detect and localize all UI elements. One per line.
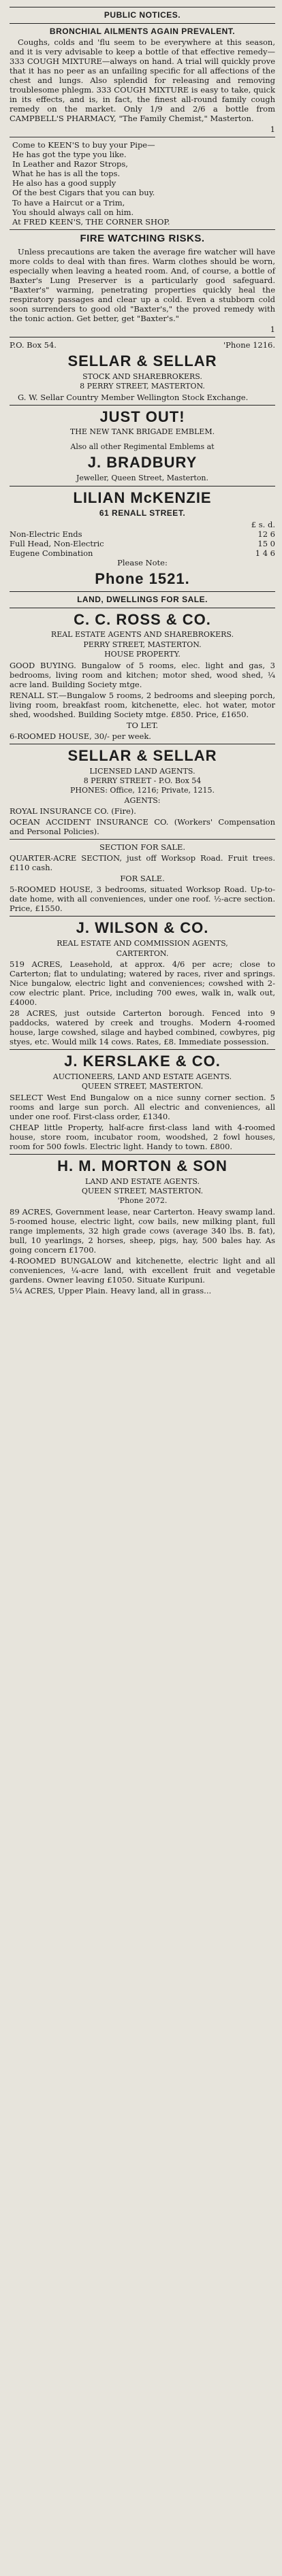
section-heading-land: LAND, DWELLINGS FOR SALE. xyxy=(77,594,208,604)
phone: 'Phone 2072. xyxy=(117,1196,168,1206)
rule xyxy=(10,23,275,24)
ad-line: To have a Haircut or a Trim, xyxy=(12,197,125,208)
advertiser-name: J. WILSON & CO. xyxy=(76,919,209,937)
address: PERRY STREET, MASTERTON. xyxy=(83,640,202,649)
address: QUEEN STREET, MASTERTON. xyxy=(81,1187,204,1196)
contact-row xyxy=(10,340,275,350)
subheading: SECTION FOR SALE. xyxy=(99,842,186,853)
price-value: 15 0 xyxy=(257,539,275,549)
listing: SELECT West End Bungalow on a nice sunny corner section. 5 rooms and large sun porch. All electric and conveniences, all under one roof. First-class order, £1340. xyxy=(10,1092,275,1121)
address: 8 PERRY STREET, MASTERTON. xyxy=(80,382,205,391)
ad-number: 1 xyxy=(270,125,275,135)
listing: 5-ROOMED HOUSE, 3 bedrooms, situated Worksop Road. Up-to-date home, with all conveniences, under one roof. ½-acre section. Price, £1550. xyxy=(10,885,275,914)
ad-line: What he has is all the tops. xyxy=(12,169,121,179)
price-label: Eugene Combination xyxy=(10,548,93,559)
advertiser-name: H. M. MORTON & SON xyxy=(57,1157,228,1174)
address: 8 PERRY STREET - P.O. Box 54 xyxy=(83,776,202,785)
member-note: G. W. Sellar Country Member Wellington Stock Exchange. xyxy=(18,392,249,402)
ad-title-bronchial: BRONCHIAL AILMENTS AGAIN PREVALENT. xyxy=(49,26,236,36)
address: Jeweller, Queen Street, Masterton. xyxy=(76,474,209,483)
subheading: FOR SALE. xyxy=(120,874,165,884)
divider xyxy=(10,1049,275,1050)
subheading: TO LET. xyxy=(126,720,159,730)
price-label: Full Head, Non-Electric xyxy=(10,539,104,549)
ad-line: In Leather and Razor Strops, xyxy=(12,159,128,169)
listing: 28 ACRES, just outside Carterton borough. Fenced into 9 paddocks, watered by creek and troughs. Modern 4-roomed house, large cowshed, silage and haybed combined, cowbyres, pig styes, etc. Would milk 14 cows. Rates, £8. Immediate possession. xyxy=(10,1008,275,1047)
tagline: REAL ESTATE AGENTS AND SHAREBROKERS. xyxy=(50,630,234,640)
ad-line: He also has a good supply xyxy=(12,178,116,188)
listing: QUARTER-ACRE SECTION, just off Worksop Road. Fruit trees. £110 cash. xyxy=(10,853,275,873)
price-row xyxy=(10,539,275,548)
ad-line: Of the best Cigars that you can buy. xyxy=(12,188,155,198)
price-label: Non-Electric Ends xyxy=(10,529,82,539)
subheading: HOUSE PROPERTY. xyxy=(104,650,181,659)
subheading: AGENTS: xyxy=(124,795,161,805)
listing: RENALL ST.—Bungalow 5 rooms, 2 bedrooms and sleeping porch, living room, breakfast room, kitchenette, elec. hot water, motor shed, woodshed. Building Society mtge. £850. Price, £1650. xyxy=(10,690,275,719)
price-value: 1 4 6 xyxy=(255,548,275,559)
divider xyxy=(10,229,275,230)
advertiser-name: J. BRADBURY xyxy=(87,454,198,472)
ad-title-fire-watching: FIRE WATCHING RISKS. xyxy=(80,232,205,244)
listing: 5¼ ACRES, Upper Plain. Heavy land, all in grass... xyxy=(10,1285,212,1295)
price-row xyxy=(10,529,275,539)
address: CARTERTON. xyxy=(116,948,169,958)
po-box: P.O. Box 54. xyxy=(10,340,57,350)
listing: 519 ACRES, Leasehold, at approx. 4/6 per acre; close to Carterton; flat to undulating; watered by races, river and springs. Nice bungalow, electric light and conveniences; cowshed with 2-cow electric plant. Price, including 700 ewes, walk in, walk out, £4000. xyxy=(10,959,275,1007)
advertiser-name: C. C. ROSS & CO. xyxy=(74,610,211,628)
tagline: AUCTIONEERS, LAND AND ESTATE AGENTS. xyxy=(52,1072,232,1081)
tagline: LAND AND ESTATE AGENTS. xyxy=(85,1176,200,1186)
address: QUEEN STREET, MASTERTON. xyxy=(81,1082,204,1091)
phone: 'Phone 1216. xyxy=(223,340,275,350)
advertiser-name: J. KERSLAKE & CO. xyxy=(64,1053,221,1070)
divider xyxy=(10,591,275,592)
address: 61 RENALL STREET. xyxy=(99,508,186,518)
emblem-line: THE NEW TANK BRIGADE EMBLEM. xyxy=(69,427,215,437)
price-unit-header: £ s. d. xyxy=(251,519,275,529)
phones: PHONES: Office, 1216; Private, 1215. xyxy=(70,786,215,795)
price-value: 12 6 xyxy=(257,529,275,539)
tagline: REAL ESTATE AND COMMISSION AGENTS, xyxy=(57,939,228,948)
ad-keen xyxy=(10,140,275,226)
divider xyxy=(10,916,275,917)
ad-line: Come to KEEN'S to buy your Pipe— xyxy=(12,140,155,150)
note-label: Please Note: xyxy=(117,558,168,568)
advertiser-name: SELLAR & SELLAR xyxy=(67,746,217,764)
ad-number: 1 xyxy=(270,324,275,334)
section-heading-public-notices: PUBLIC NOTICES. xyxy=(104,10,181,20)
divider xyxy=(10,1154,275,1155)
listing: 6-ROOMED HOUSE, 30/- per week. xyxy=(10,731,151,741)
phone: Phone 1521. xyxy=(95,570,190,588)
listing: 89 ACRES, Government lease, near Carterton. Heavy swamp land. 5-roomed house, electric light, cow bails, new milking plant, full range implements, 32 high grade cows (average 340 lbs. B. fat), bull, 10 yearlings, 2 horses, sheep, pigs, hay, 500 bales hay. As going concern £1700. xyxy=(10,1206,275,1255)
ad-body-bronchial: Coughs, colds and 'flu seem to be everywhere at this season, and it is very advisable to keep a bottle of that effective remedy—333 COUGH MIXTURE—always on hand. A trial will quickly prove that it has no peer as an unfailing specific for all affections of the chest and lungs. Also splendid for releasing and removing troublesome phlegm. 333 COUGH MIXTURE is easy to take, quick in its effects, and is, in fact, the finest all-round family cough remedy on the market. Only 1/9 and 2/6 a bottle from CAMPBELL'S PHARMACY, "The Family Chemist," Masterton. xyxy=(10,37,275,124)
ad-line: He has got the type you like. xyxy=(12,150,127,160)
agent-line: OCEAN ACCIDENT INSURANCE CO. (Workers' Compensation and Personal Policies). xyxy=(10,817,275,837)
price-row xyxy=(10,548,275,558)
listing: GOOD BUYING. Bungalow of 5 rooms, elec. light and gas, 3 bedrooms, living room and kitchen; motor shed, wood shed, ¼ acre land. Building Society mtge. xyxy=(10,660,275,689)
ad-heading-just-out: JUST OUT! xyxy=(99,408,185,425)
tagline: STOCK AND SHAREBROKERS. xyxy=(82,371,202,381)
agent-line: ROYAL INSURANCE CO. (Fire). xyxy=(10,806,136,816)
tagline: LICENSED LAND AGENTS. xyxy=(89,766,195,776)
ad-line: You should always call on him. xyxy=(12,207,134,217)
ad-body-fire-watching: Unless precautions are taken the average fire watcher will have more colds to deal with than fires. Warm clothes should be worn, especially when leaving a heated room. And, of course, a bottle of Baxter's Lung Preserver is a particularly good safeguard. "Baxter's" warming, penetrating properties quickly heal the respiratory passages and clear up a cold. Even a stubborn cold soon surrenders to good old "Baxter's," the proved remedy with the tonic action. Get better, get "Baxter's." xyxy=(10,246,275,323)
divider xyxy=(10,839,275,840)
ad-line: At FRED KEEN'S, THE CORNER SHOP. xyxy=(12,216,170,227)
listing: 4-ROOMED BUNGALOW and kitchenette, electric light and all conveniences, ¼-acre land, with excellent fruit and vegetable gardens. Owner leaving £1050. Situate Kuripuni. xyxy=(10,1255,275,1285)
advertiser-name: SELLAR & SELLAR xyxy=(67,352,217,369)
advertiser-name: LILIAN McKENZIE xyxy=(73,489,212,506)
divider xyxy=(10,405,275,406)
listing: CHEAP little Property, half-acre first-class land with 4-roomed house, store room, incubator room, woodshed, 2 fowl houses, room for 500 fowls. Electric light. Handy to town. £800. xyxy=(10,1122,275,1151)
emblem-line-2: Also all other Regimental Emblems at xyxy=(70,442,215,451)
